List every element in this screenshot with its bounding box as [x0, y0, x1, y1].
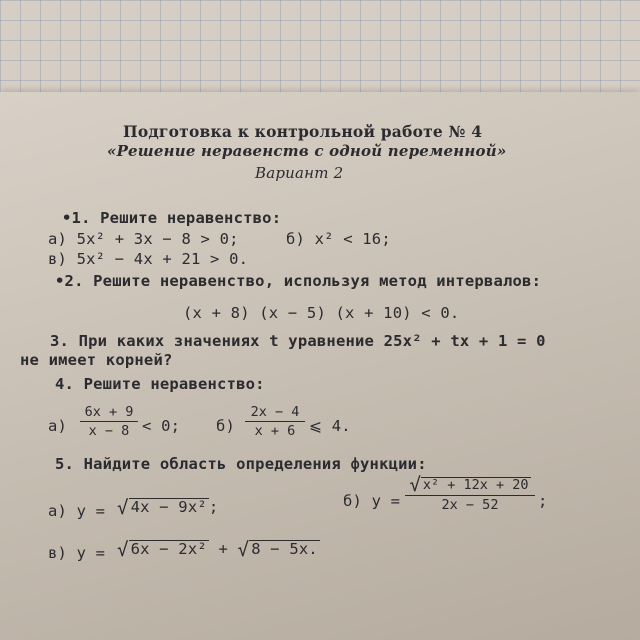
task5-a-end: ;	[208, 498, 219, 516]
task4-heading: 4. Решите неравенство:	[55, 375, 265, 393]
task4-a-denominator: x − 8	[88, 423, 130, 439]
task5-b-label: б) y =	[343, 492, 401, 510]
fraction-bar	[405, 495, 535, 496]
worksheet-page	[0, 92, 640, 640]
task3-line2: не имеет корней?	[20, 351, 173, 369]
task5-v-expression	[117, 537, 320, 559]
task5-b-fraction	[405, 472, 535, 513]
sqrt-symbol: √	[237, 539, 250, 561]
worksheet-subtitle: «Решение неравенств с одной переменной»	[107, 142, 507, 160]
task4-a-numerator: 6x + 9	[84, 404, 134, 420]
worksheet-title: Подготовка к контрольной работе № 4	[123, 122, 483, 141]
task5-a-radicand: 4x − 9x²	[130, 498, 207, 516]
task4-b-denominator: x + 6	[254, 423, 296, 439]
task4-a-fraction	[80, 404, 138, 439]
task4-b-label: б)	[216, 417, 236, 435]
task3-line1: 3. При каких значениях t уравнение 25x² + tx + 1 = 0	[50, 332, 546, 350]
sqrt-symbol: √	[409, 474, 421, 496]
task4-a-label: а)	[48, 417, 68, 435]
task1-item-b: б) x² < 16;	[286, 230, 391, 248]
task5-v-radicand-1: 6x − 2x²	[130, 540, 207, 558]
task4-b-fraction	[245, 404, 305, 439]
sqrt-symbol: √	[117, 539, 129, 561]
task5-v-plus: +	[218, 540, 228, 558]
task5-b-end: ;	[538, 492, 548, 510]
task4-b-relation: ⩽ 4.	[309, 417, 351, 435]
task5-b-radicand: x² + 12x + 20	[422, 477, 529, 493]
task5-v-radicand-2: 8 − 5x.	[251, 540, 318, 558]
task1-item-v: в) 5x² − 4x + 21 > 0.	[48, 250, 249, 268]
task5-heading: 5. Найдите область определения функции:	[55, 455, 427, 473]
variant-label: Вариант 2	[255, 164, 344, 182]
task5-v-label: в) y =	[48, 544, 106, 562]
sqrt-symbol: √	[117, 497, 129, 519]
task4-b-numerator: 2x − 4	[250, 404, 300, 420]
task2-expression: (x + 8) (x − 5) (x + 10) < 0.	[183, 304, 460, 322]
fraction-bar	[245, 421, 305, 422]
task5-b-denominator: 2x − 52	[441, 497, 499, 513]
task5-a-label: а) y =	[48, 502, 106, 520]
task1-item-a: а) 5x² + 3x − 8 > 0;	[48, 230, 239, 248]
task1-heading: •1. Решите неравенство:	[62, 209, 282, 227]
task2-heading: •2. Решите неравенство, используя метод интервалов:	[55, 272, 542, 290]
fraction-bar	[80, 421, 138, 422]
task4-a-relation: < 0;	[142, 417, 181, 435]
task5-a-expression	[117, 495, 218, 517]
task5-b-numerator	[405, 472, 535, 494]
